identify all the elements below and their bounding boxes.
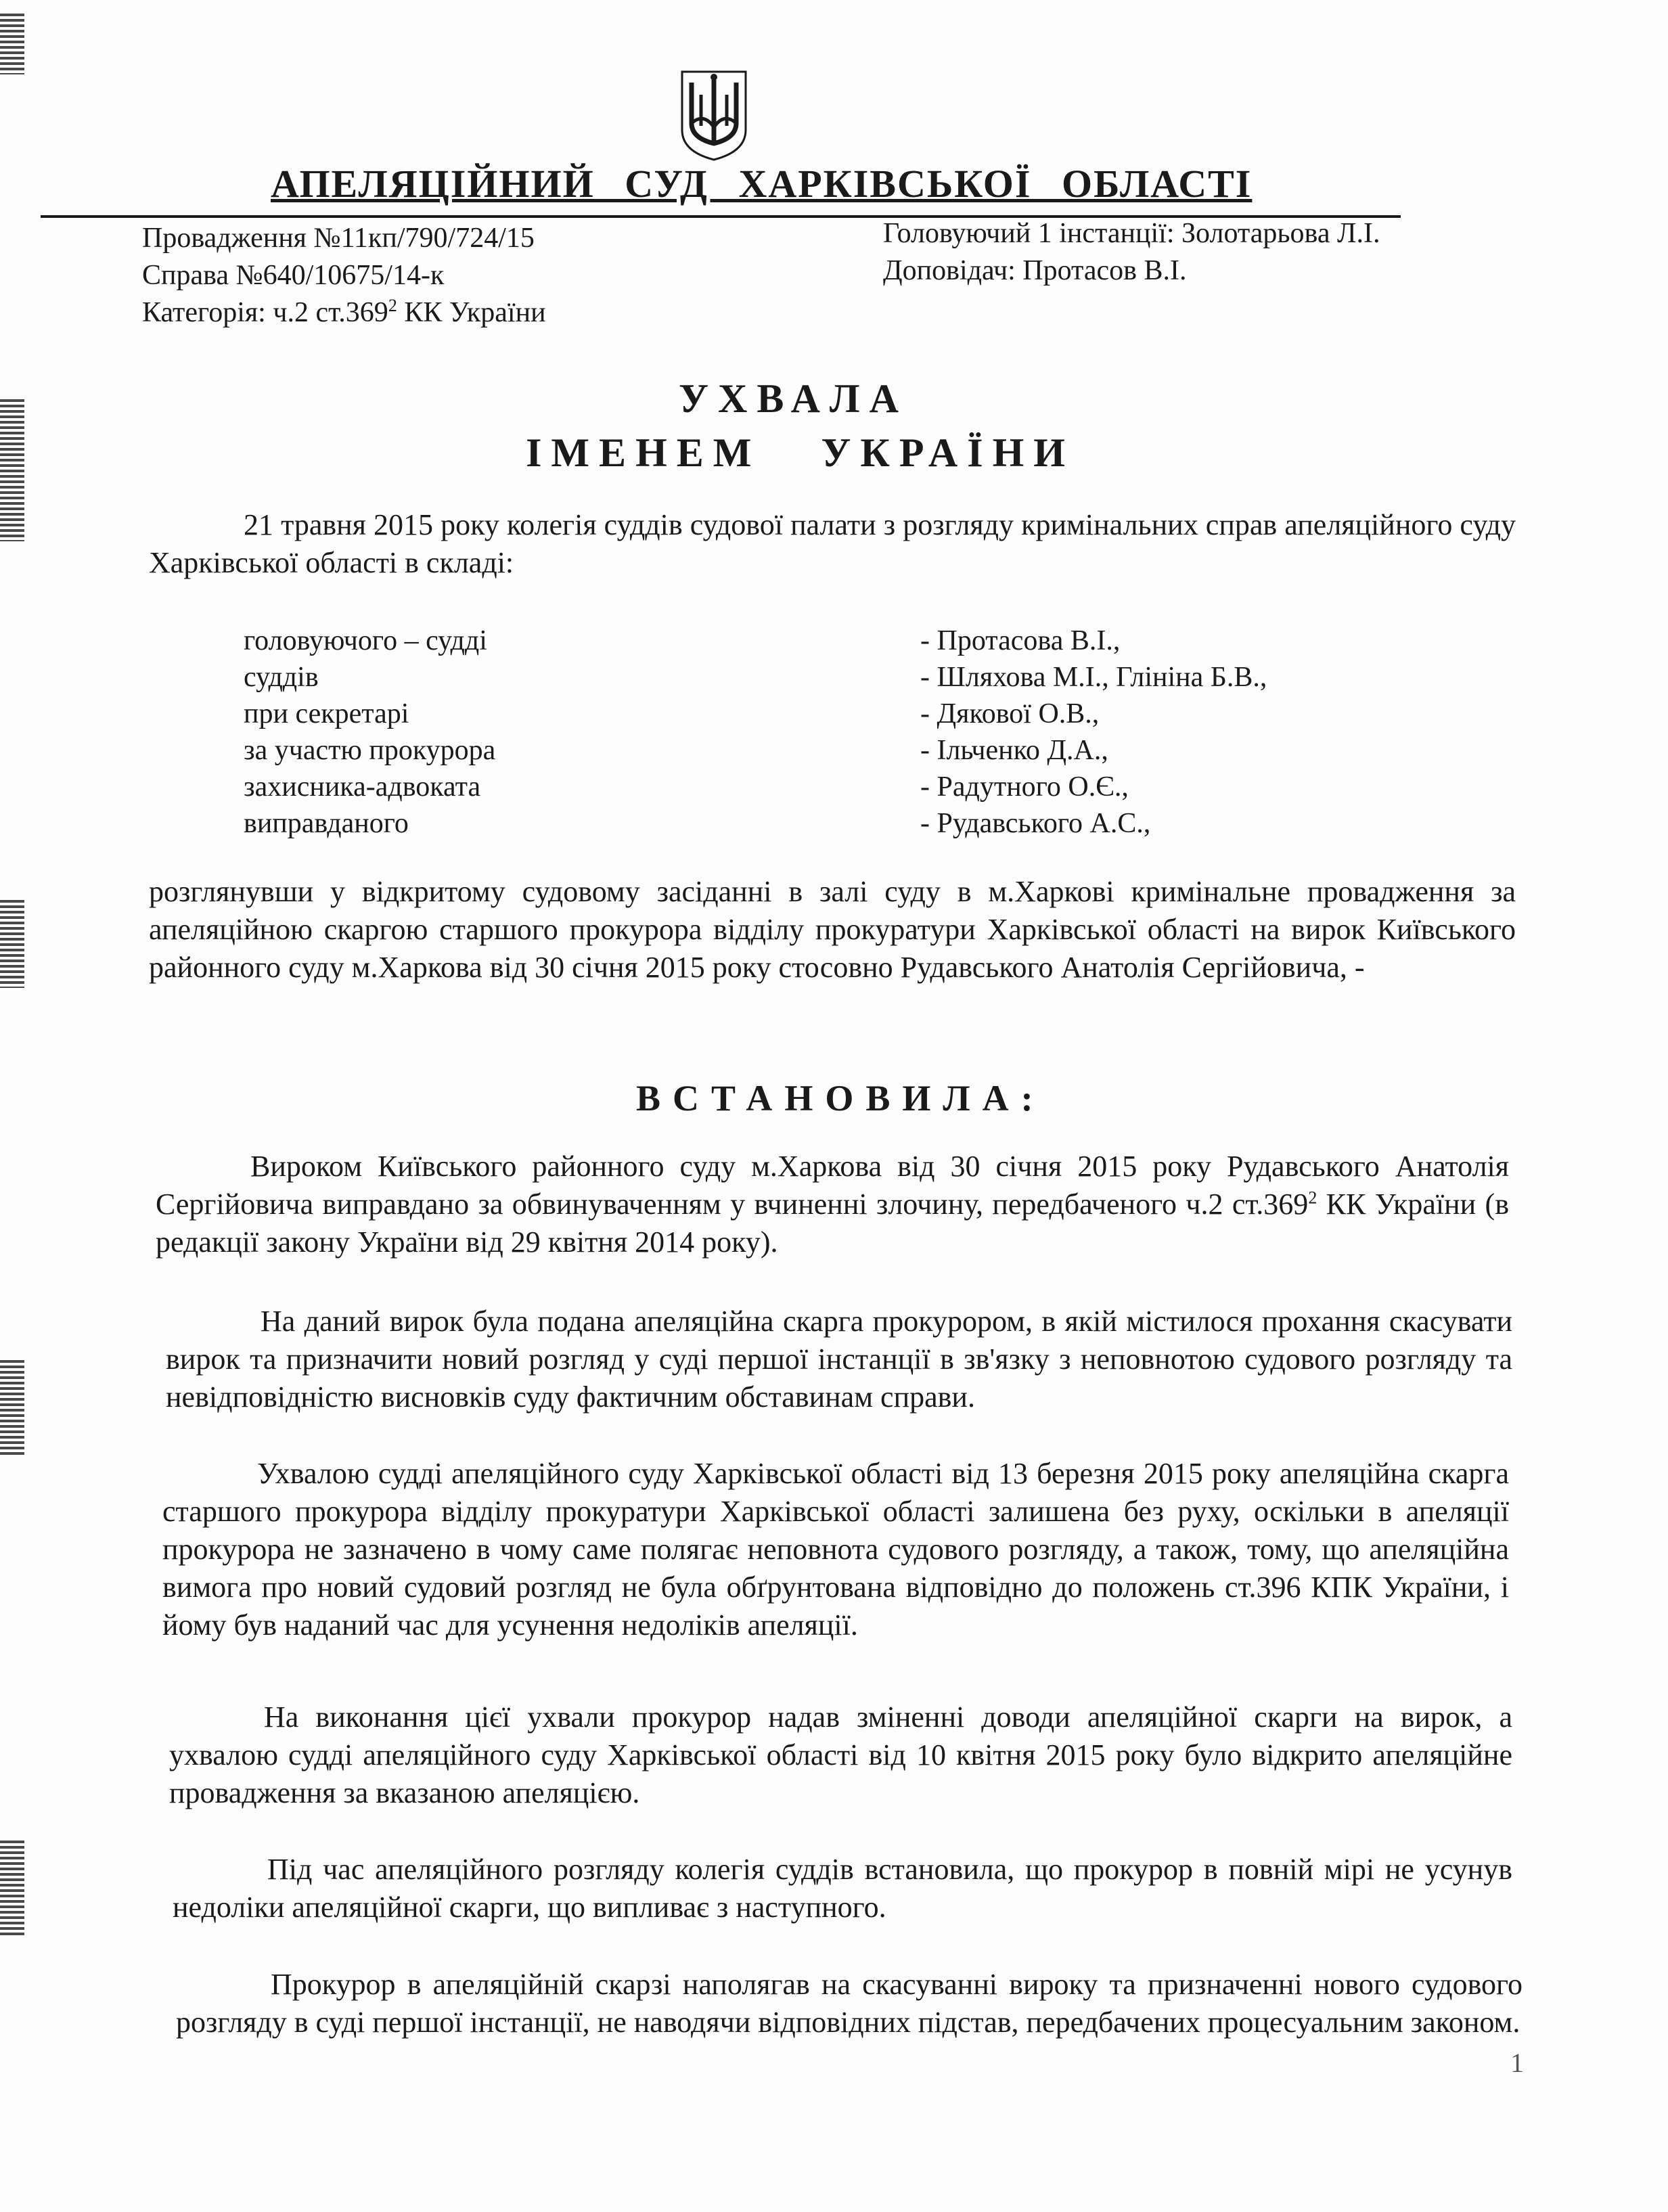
document-title: УХВАЛА (679, 376, 908, 421)
body-paragraph: Під час апеляційного розгляду колегія суддів встановила, що прокурор в повній мірі не усунув недоліки апеляційної скарги, що випливає з наступного. (173, 1853, 1512, 1924)
category-code: КК України (397, 297, 546, 328)
page-number: 1 (1510, 2048, 1524, 2078)
case-metadata-right (883, 215, 1380, 290)
scan-binder-mark (0, 1841, 24, 1935)
document-subtitle: ІМЕНЕМ УКРАЇНИ (526, 430, 1075, 475)
composition-role: при секретарі (244, 698, 409, 729)
scan-binder-mark (0, 1360, 24, 1455)
composition-row (244, 732, 1267, 769)
category-superscript: 2 (388, 296, 397, 315)
category-text: Категорія: ч.2 ст.369 (142, 297, 388, 328)
composition-name: - Шляхова М.І., Глініна Б.В., (920, 662, 1267, 693)
court-name-heading: АПЕЛЯЦІЙНИЙ СУД ХАРКІВСЬКОЇ ОБЛАСТІ (271, 162, 1253, 206)
reporting-judge: Доповідач: Протасов В.І. (883, 255, 1187, 286)
paragraph-text: КК України (в редакції закону України від 29 квітня 2014 року). (156, 1188, 1509, 1259)
intro-paragraph: розглянувши у відкритому судовому засіданні в залі суду в м.Харкові кримінальне провадження за апеляційною скаргою старшого прокурора відділу прокуратури Харківської області на вирок Київського районного суду м.Харкова від 30 січня 2015 року стосовно Рудавського Анатолія Сергійовича, - (149, 875, 1516, 984)
composition-row (244, 696, 1267, 732)
opening-paragraph: 21 травня 2015 року колегія суддів судової палати з розгляду кримінальних справ апеляційного суду Харківської області в складі: (149, 508, 1516, 579)
body-paragraph: Ухвалою судді апеляційного суду Харківської області від 13 березня 2015 року апеляційна скарга старшого прокурора відділу прокуратури Харківської області залишена без руху, оскільки в апеляції прокурора не зазначено в чому саме полягає неповнота судового розгляду, а також, тому, що апеляційна вимога про новий судовий розгляд не була обґрунтована відповідно до положень ст.396 КПК України, і йому був наданий час для усунення недоліків апеляції. (162, 1457, 1509, 1642)
section-heading-established: ВСТАНОВИЛА: (636, 1078, 1045, 1119)
composition-role: головуючого – судді (244, 625, 487, 656)
article-superscript: 2 (1308, 1188, 1317, 1208)
composition-role: за участю прокурора (244, 735, 496, 766)
court-composition (244, 623, 1267, 842)
coat-of-arms-icon (677, 68, 751, 162)
composition-role: захисника-адвоката (244, 771, 481, 803)
composition-name: - Дякової О.В., (920, 698, 1100, 729)
composition-row (244, 805, 1267, 842)
composition-row (244, 769, 1267, 805)
composition-name: - Рудавського А.С., (920, 808, 1151, 839)
body-paragraph: На виконання цієї ухвали прокурор надав зміненні доводи апеляційної скарги на вирок, а ухвалою судді апеляційного суду Харківської області від 10 квітня 2015 року було відкрито апеляційне провадження за вказаною апеляцією. (169, 1700, 1512, 1809)
proceeding-number: Провадження №11кп/790/724/15 (142, 223, 535, 254)
composition-name: - Протасова В.І., (920, 625, 1121, 656)
case-metadata-left (142, 220, 546, 332)
body-paragraph: Прокурор в апеляційній скарзі наполягав на скасуванні вироку та призначенні нового судового розгляду в суді першої інстанції, не наводячи відповідних підстав, передбачених процесуальним законом. (176, 1968, 1523, 2039)
presiding-judge-first-instance: Головуючий 1 інстанції: Золотарьова Л.І. (883, 218, 1380, 249)
composition-name: - Радутного О.Є., (920, 771, 1129, 803)
composition-row (244, 623, 1267, 659)
body-paragraph: На даний вирок була подана апеляційна скарга прокурором, в якій містилося прохання скасувати вирок та призначити новий розгляд у суді першої інстанції в зв'язку з неповнотою судового розгляду та невідповідністю висновків суду фактичним обставинам справи. (166, 1305, 1512, 1414)
case-category (142, 294, 546, 332)
composition-row (244, 659, 1267, 696)
scan-binder-mark (0, 14, 24, 74)
case-number: Справа №640/10675/14-к (142, 260, 445, 291)
paragraph-text: Вироком Київського районного суду м.Харкова від 30 січня 2015 року Рудавського Анатолія Сергійовича виправдано за обвинуваченням у вчиненні злочину, передбаченого ч.2 ст.369 (156, 1150, 1509, 1221)
scan-binder-mark (0, 900, 24, 988)
composition-name: - Ільченко Д.А., (920, 735, 1108, 766)
body-paragraph (156, 1148, 1509, 1261)
composition-role: суддів (244, 662, 319, 693)
composition-role: виправданого (244, 808, 409, 839)
